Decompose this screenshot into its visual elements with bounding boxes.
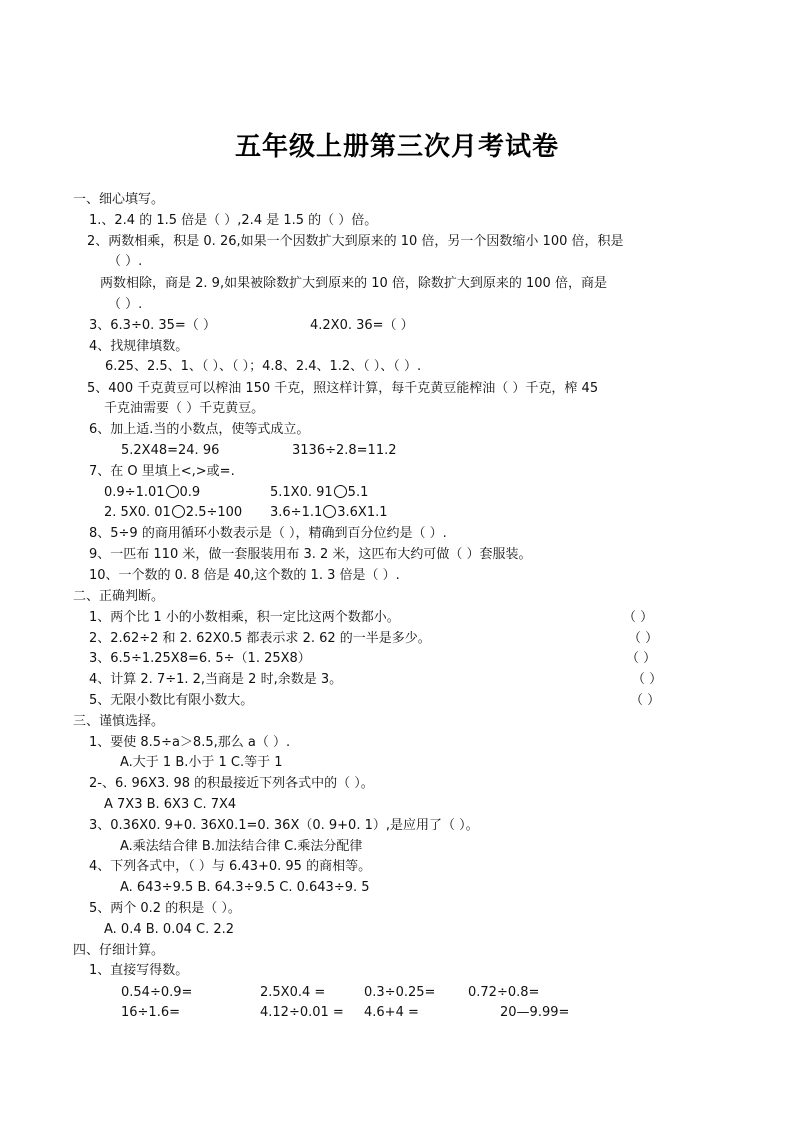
compare-left: 2. 5X0. 01 bbox=[104, 505, 171, 520]
question-1-3a: 3、6.3÷0. 35=（ ） bbox=[89, 318, 216, 333]
judge-answer-bracket[interactable]: （ ） bbox=[628, 631, 659, 646]
choice-options-4: A. 643÷9.5 B. 64.3÷9.5 C. 0.643÷9. 5 bbox=[120, 880, 370, 895]
judge-item-2: 2、2.62÷2 和 2. 62X0.5 都表示求 2. 62 的一半是多少。 bbox=[89, 631, 431, 646]
question-1-6a: 5.2X48=24. 96 bbox=[121, 443, 220, 458]
question-1-5-line1: 5、400 千克黄豆可以榨油 150 千克，照这样计算，每千克黄豆能榨油（ ）千克，榨 45 bbox=[87, 381, 599, 396]
choice-options-5: A. 0.4 B. 0.04 C. 2.2 bbox=[104, 922, 235, 937]
calc-item: 4.12÷0.01 = bbox=[260, 1005, 344, 1020]
question-1-1: 1.、2.4 的 1.5 倍是（ ）,2.4 是 1.5 的（ ）倍。 bbox=[89, 213, 378, 228]
choice-question-4: 4、下列各式中，（ ）与 6.43+0. 95 的商相等。 bbox=[89, 859, 372, 874]
question-1-9: 9、一匹布 110 米，做一套服装用布 3. 2 米，这匹布大约可做（ ）套服装。 bbox=[89, 547, 532, 562]
choice-options-1: A.大于 1 B.小于 1 C.等于 1 bbox=[120, 755, 283, 770]
judge-item-3: 3、6.5÷1.25X8=6. 5÷（1. 25X8） bbox=[89, 651, 311, 666]
question-1-8: 8、5÷9 的商用循环小数表示是（ ），精确到百分位约是（ ）. bbox=[89, 526, 447, 541]
compare-right: 5.1 bbox=[347, 485, 369, 500]
page-title: 五年级上册第三次月考试卷 bbox=[234, 132, 559, 162]
calc-item: 0.3÷0.25= bbox=[364, 985, 436, 1000]
question-1-7b bbox=[270, 484, 368, 502]
question-1-4: 4、找规律填数。 bbox=[89, 339, 189, 354]
calc-item: 0.54÷0.9= bbox=[121, 985, 193, 1000]
compare-circle-blank[interactable] bbox=[323, 505, 336, 518]
calc-item: 0.72÷0.8= bbox=[468, 985, 540, 1000]
calc-item: 4.6+4 = bbox=[364, 1005, 419, 1020]
question-1-10: 10、一个数的 0. 8 倍是 40,这个数的 1. 3 倍是（ ）. bbox=[89, 568, 400, 583]
section-heading-fill-in: 一、细心填写。 bbox=[73, 192, 165, 207]
compare-left: 3.6÷1.1 bbox=[270, 505, 323, 520]
calc-question-1: 1、直接写得数。 bbox=[89, 963, 189, 978]
question-1-3b: 4.2X0. 36=（ ） bbox=[310, 318, 414, 333]
question-1-4-sequence: 6.25、2.5、1、（ ）、（ ）；4.8、2.4、1.2、（ ）、（ ）. bbox=[105, 359, 422, 374]
compare-left: 5.1X0. 91 bbox=[270, 485, 333, 500]
calc-item: 2.5X0.4 = bbox=[260, 985, 326, 1000]
judge-item-5: 5、无限小数比有限小数大。 bbox=[89, 693, 254, 708]
question-1-5-line2: 千克油需要（ ）千克黄豆。 bbox=[104, 401, 265, 416]
question-1-6b: 3136÷2.8=11.2 bbox=[292, 443, 397, 458]
compare-right: 3.6X1.1 bbox=[337, 505, 388, 520]
question-1-2-line2: （ ）. bbox=[108, 254, 143, 269]
question-1-2-line4: （ ）. bbox=[108, 297, 143, 312]
question-1-2-line3: 两数相除，商是 2. 9,如果被除数扩大到原来的 10 倍，除数扩大到原来的 100 倍，商是 bbox=[100, 276, 607, 291]
choice-options-2: A 7X3 B. 6X3 C. 7X4 bbox=[104, 797, 237, 812]
compare-right: 0.9 bbox=[179, 485, 201, 500]
judge-item-1: 1、两个比 1 小的小数相乘，积一定比这两个数都小。 bbox=[89, 610, 400, 625]
question-1-7c bbox=[104, 504, 242, 522]
section-heading-true-false: 二、正确判断。 bbox=[73, 589, 165, 604]
question-1-7a bbox=[104, 484, 200, 502]
choice-question-1: 1、要使 8.5÷a＞8.5,那么 a（ ）. bbox=[89, 735, 291, 750]
judge-answer-bracket[interactable]: （ ） bbox=[623, 610, 654, 625]
question-1-7: 7、在 O 里填上<,>或=. bbox=[89, 464, 235, 479]
question-1-7d bbox=[270, 504, 388, 522]
section-heading-calculation: 四、仔细计算。 bbox=[73, 943, 165, 958]
choice-options-3: A.乘法结合律 B.加法结合律 C.乘法分配律 bbox=[120, 839, 363, 854]
choice-question-5: 5、两个 0.2 的积是（ ）。 bbox=[89, 901, 241, 916]
calc-item: 20—9.99= bbox=[500, 1005, 570, 1020]
question-1-6: 6、加上适.当的小数点，使等式成立。 bbox=[89, 422, 310, 437]
compare-circle-blank[interactable] bbox=[172, 505, 185, 518]
question-1-2-line1: 2、两数相乘，积是 0. 26,如果一个因数扩大到原来的 10 倍，另一个因数缩小 100 倍，积是 bbox=[87, 234, 624, 249]
compare-left: 0.9÷1.01 bbox=[104, 485, 165, 500]
choice-question-2: 2-、6. 96X3. 98 的积最接近下列各式中的（ ）。 bbox=[89, 776, 374, 791]
compare-circle-blank[interactable] bbox=[166, 485, 179, 498]
judge-answer-bracket[interactable]: （ ） bbox=[630, 693, 661, 708]
compare-circle-blank[interactable] bbox=[334, 485, 347, 498]
judge-answer-bracket[interactable]: （ ） bbox=[632, 672, 663, 687]
choice-question-3: 3、0.36X0. 9+0. 36X0.1=0. 36X（0. 9+0. 1）,是应用了（ ）。 bbox=[89, 818, 479, 833]
compare-right: 2.5÷100 bbox=[185, 505, 243, 520]
judge-answer-bracket[interactable]: （ ） bbox=[626, 651, 657, 666]
calc-item: 16÷1.6= bbox=[121, 1005, 181, 1020]
judge-item-4: 4、计算 2. 7÷1. 2,当商是 2 时,余数是 3。 bbox=[89, 672, 343, 687]
section-heading-multiple-choice: 三、谨慎选择。 bbox=[73, 714, 165, 729]
